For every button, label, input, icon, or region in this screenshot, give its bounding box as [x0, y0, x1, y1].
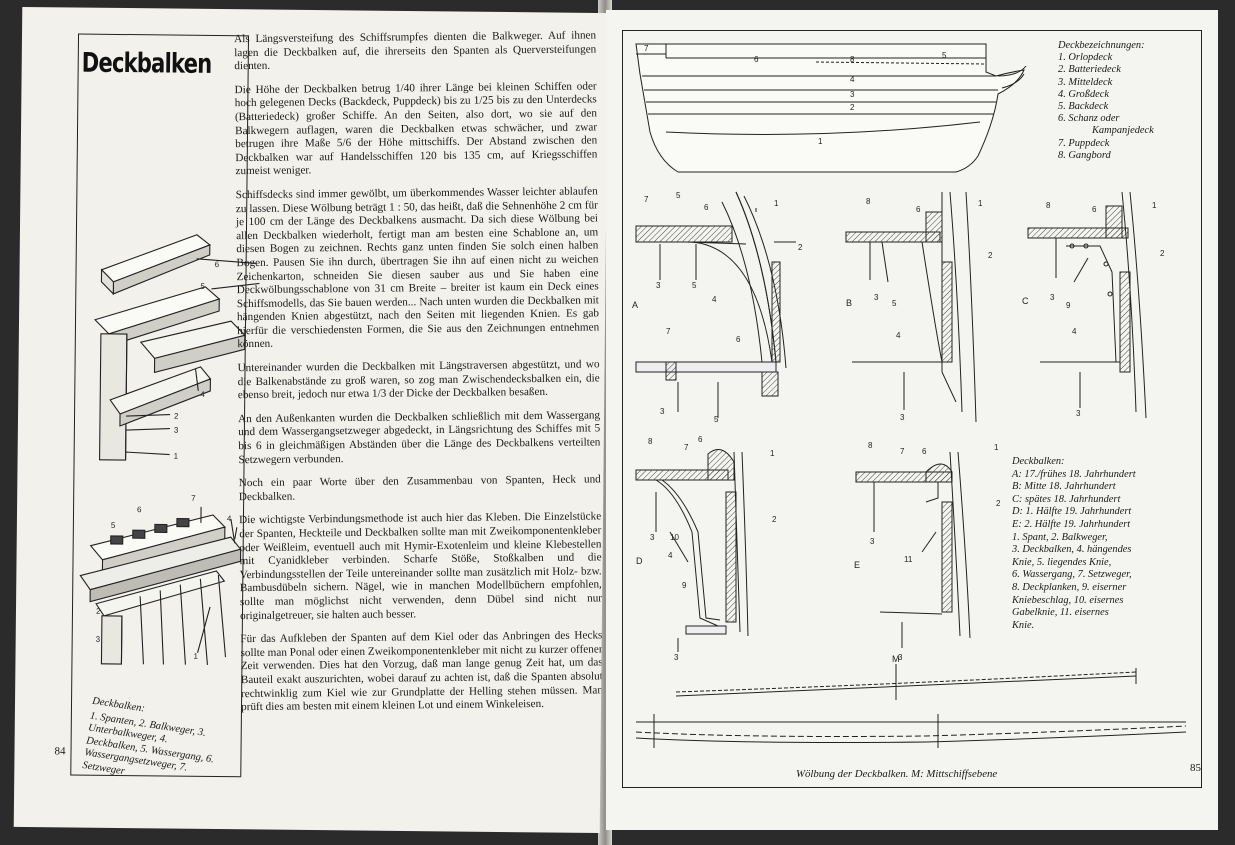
fig2-label: 4 — [226, 514, 232, 524]
fig-d-label: 4 — [668, 551, 673, 560]
beam-legend-item: E: 2. Hälfte 19. Jahrhundert — [1012, 518, 1131, 530]
fig-e-label: 6 — [922, 447, 927, 456]
fig-d-label: 3 — [674, 653, 679, 662]
fig-a-label: 7 — [644, 195, 649, 204]
fig-e-label: 2 — [996, 499, 1001, 508]
arc-marker: M — [892, 654, 900, 664]
deck-legend — [1058, 40, 1198, 162]
fig-a-label: 1 — [774, 199, 779, 208]
hull-label: 1 — [818, 137, 823, 146]
fig-d-label: 1 — [770, 449, 775, 458]
beam-legend-item: B: Mitte 18. Jahrhundert — [1012, 481, 1116, 493]
paragraph: Schiffsdecks sind immer gewölbt, um überkommendes Wasser leichter ablaufen zu lassen. Diese Wölbung beträgt 1 : 50, das heißt, daß die Sehnenhöhe 2 cm für je 100 cm der Länge des Deckbalkens ausmacht. Da sich diese Wölbung bei allen Deckbalken wiederholt, fertigt man am besten eine Schablone an, um diesen Bogen zu zeichnen. Rechts ganz unten finden Sie solch einen halben Bogen. Pausen Sie ihn durch, übertragen Sie ihn auf einen nicht zu weichen Zeichenkarton, schneiden Sie diesen sauber aus und Sie haben eine Deckwölbungsschablone von 31 cm Breite – breiter ist kaum ein Deck eines Schiffsmodells, das Sie bauen werden... Nach unten wurden die Deckbalken mit hängenden Knien abgestützt, nach den Seiten mit liegenden Knien. Es gab hierfür die verschiedensten Formen, die Sie aus den Zeichnungen entnehmen können. — [235, 185, 600, 351]
fig1-label: 6 — [214, 259, 220, 270]
deck-legend-item: 6. Schanz oder — [1058, 113, 1120, 125]
hull-label: 4 — [850, 75, 855, 84]
paragraph: Noch ein paar Worte über den Zusammenbau von Spanten, Heck und Deckbalken. — [238, 473, 601, 503]
right-page — [606, 10, 1218, 830]
paragraph: Als Längsversteifung des Schiffsrumpfes dienten die Balkweger. Auf ihnen lagen die Deckbalken auf, die ihrerseits den Spanten als Querversteifungen dienten. — [234, 29, 597, 73]
hull-label: 3 — [850, 90, 855, 99]
beam-legend-item: D: 1. Hälfte 19. Jahrhundert — [1012, 506, 1132, 518]
left-page — [14, 7, 609, 833]
fig2-label: 3 — [95, 634, 101, 644]
page-number: 84 — [54, 745, 66, 758]
deck-legend-item: 7. Puppdeck — [1058, 137, 1110, 149]
beam-legend-item: 8. Deckplanken, 9. eiserner — [1012, 581, 1127, 593]
fig-e-label: 1 — [994, 443, 999, 452]
fig2-label: 5 — [110, 520, 116, 530]
section-letter: A — [632, 300, 639, 310]
fig-a-label: 4 — [712, 295, 717, 304]
beam-legend-item: C: spätes 18. Jahrhundert — [1012, 493, 1121, 505]
fig-b-label: 6 — [916, 205, 921, 214]
beam-legend-item: 1. Spant, 2. Balkweger, — [1012, 531, 1108, 543]
caption-text: 1. Spanten, 2. Balkweger, 3. Unterbalkweger, 4. Deckbalken, 5. Wassergang, 6. Wassergangsetzweger, 7. Setzweger — [81, 710, 215, 777]
fig-e-label: 11 — [904, 555, 913, 564]
paragraph: Untereinander wurden die Deckbalken mit Längstraversen abgestützt, und wo die Balkenabstände zu groß waren, so zog man Zwischendecksbalken ein, die ebenso breit, jedoch nur etwa 1/3 der Dicke der Deckbalken besaßen. — [237, 358, 600, 402]
fig-a-label: 3 — [660, 407, 665, 416]
fig-c-label: 3 — [1050, 293, 1055, 302]
fig-b-label: 4 — [896, 331, 901, 340]
beam-legend-item: Knie. — [1012, 619, 1035, 631]
caption-title: Deckbalken: — [91, 695, 146, 715]
fig-d-label: 3 — [650, 533, 655, 542]
fig-d-label: 6 — [698, 435, 703, 444]
paragraph: Für das Aufkleben der Spanten auf dem Kiel oder das Anbringen des Hecks sollte man Ponal oder einen Zweikomponentenkleber mit nicht zu kurzer offener Zeit verwenden. Dies hat den Vorzug, daß man lange genug Zeit hat, um das Bauteil exakt auszurichten, wobei darauf zu achten ist, daß die Spanten absolut rechtwinklig zum Kiel wie zur Grundplatte der Helling stehen müssen. Man prüft dies am besten mit einem kleinen Lot und einem Winkeleisen. — [240, 629, 604, 714]
right-figure-caption: Wölbung der Deckbalken. M: Mittschiffsebene — [796, 768, 998, 780]
fig-d-label: 9 — [682, 581, 687, 590]
body-text — [234, 29, 603, 724]
fig1-label: 5 — [200, 281, 205, 291]
deck-legend-item: 2. Batteriedeck — [1058, 64, 1121, 76]
fig-e-label: 3 — [898, 653, 903, 662]
deck-legend-title: Deckbezeichnungen: — [1058, 40, 1145, 51]
fig-a-label: 6 — [736, 335, 741, 344]
fig-d-label: 8 — [648, 437, 653, 446]
paragraph: Die Höhe der Deckbalken betrug 1/40 ihrer Länge bei kleinen Schiffen oder hoch gelegenen Decks (Backdeck, Puppdeck) bis zu 1/25 bis zu den Unterdecks (Batteriedeck) großer Schiffe. An den Seiten, also dort, wo sie auf den Balkwegern auflagen, waren die Deckbalken etwas schwächer, und zwar betrugen ihre Maße 5/6 der Höhe mittschiffs. Der Abstand zwischen den Deckbalken war auf Handelsschiffen 120 bis 135 cm, auf Kriegsschiffen zumeist weniger. — [234, 80, 598, 178]
fig-c-label: 9 — [1066, 301, 1071, 310]
fig-a-label: 2 — [798, 243, 803, 252]
hull-label: 5 — [942, 51, 947, 60]
beam-legend-item: 6. Wassergang, 7. Setzweger, — [1012, 569, 1132, 581]
fig1-label: 4 — [200, 389, 205, 399]
deck-legend-item: 4. Großdeck — [1058, 88, 1109, 100]
beam-legend-item: Kniebeschlag, 10. eisernes — [1012, 594, 1124, 606]
fig-b-label: 3 — [900, 413, 905, 422]
section-letter: E — [854, 560, 861, 570]
section-letter: D — [636, 556, 643, 566]
fig-e-label: 8 — [868, 441, 873, 450]
fig-c-label: 2 — [1160, 249, 1165, 258]
deck-legend-item: Kampanjedeck — [1092, 125, 1154, 137]
fig-c-label: 4 — [1072, 327, 1077, 336]
fig-b-label: 1 — [978, 199, 983, 208]
fig-c-label: 1 — [1152, 201, 1157, 210]
fig1-label: 1 — [173, 451, 179, 461]
beam-joint-figure-2 — [39, 485, 261, 667]
deck-legend-item: 3. Mitteldeck — [1058, 76, 1113, 88]
page-title: Deckbalken — [81, 47, 212, 80]
hull-label: 2 — [850, 103, 855, 112]
fig-d-label: 10 — [670, 533, 679, 542]
section-letter: C — [1022, 296, 1029, 306]
hull-label: 8 — [850, 55, 855, 64]
fig-a-label: 5 — [692, 281, 697, 290]
fig-e-label: 3 — [870, 537, 875, 546]
beam-legend-item: A: 17./frühes 18. Jahrhundert — [1012, 468, 1136, 480]
fig-a-label: 6 — [704, 203, 709, 212]
hull-label: 7 — [644, 44, 649, 53]
fig-c-label: 6 — [1092, 205, 1097, 214]
fig-d-label: 2 — [772, 515, 777, 524]
beam-legend-title: Deckbalken: — [1012, 456, 1065, 467]
deck-legend-item: 8. Gangbord — [1058, 149, 1111, 161]
fig-b-label: 2 — [988, 251, 993, 260]
fig1-label: 2 — [173, 411, 179, 421]
fig-a-label: 7 — [666, 327, 671, 336]
fig-a-label: 5 — [676, 191, 681, 200]
fig-b-label: 3 — [874, 293, 879, 302]
fig-e-label: 7 — [900, 447, 905, 456]
fig-a-label: 3 — [656, 281, 661, 290]
fig-c-label: 3 — [1076, 409, 1081, 418]
fig-b-label: 5 — [892, 299, 897, 308]
fig-c-label: 8 — [1046, 201, 1051, 210]
beam-legend — [1012, 456, 1192, 632]
beam-legend-item: 3. Deckbalken, 4. hängendes — [1012, 544, 1132, 556]
fig1-label: 3 — [173, 425, 179, 435]
deck-legend-item: 5. Backdeck — [1058, 101, 1109, 113]
beam-legend-item: Gabelknie, 11. eisernes — [1012, 607, 1109, 619]
paragraph: An den Außenkanten wurden die Deckbalken schließlich mit dem Wassergang und dem Wassergangsetzweger abgedeckt, in Längsrichtung des Schiffes mit 5 bis 6 in gleichmäßigen Abständen über die Länge des Deckbalkens verteilten Setzwegern verbunden. — [238, 409, 601, 466]
fig2-label: 2 — [95, 606, 101, 616]
section-letter: B — [846, 298, 853, 308]
fig-a-label: 5 — [714, 415, 719, 424]
fig-d-label: 7 — [684, 443, 689, 452]
fig2-label: 1 — [193, 651, 199, 661]
fig2-label: 6 — [137, 505, 142, 515]
fig2-label: 7 — [191, 493, 196, 503]
fig-b-label: 8 — [866, 197, 871, 206]
deck-legend-item: 1. Orlopdeck — [1058, 52, 1113, 64]
hull-label: 6 — [754, 55, 759, 64]
page-number: 85 — [1190, 762, 1201, 774]
beam-legend-item: Knie, 5. liegendes Knie, — [1012, 556, 1112, 568]
paragraph: Die wichtigste Verbindungsmethode ist auch hier das Kleben. Die Einzelstücke der Spanten, Heckteile und Deckbalken sollte man mit Zweikomponentenkleber oder Weißleim, eventuell auch mit Hymir-Exotenleim und kleine Klebestellen mit Cyanidkleber verbinden. Scharfe Stöße, Stoßkalben und die Verbindungsstellen der Teile untereinander sollte man zusätzlich mit Holz- bzw. Bambusdübeln sichern. Nägel, wie in manchen Modellbüchern empfohlen, sollte man möglichst nicht verwenden, denn Dübel sind nicht nur originalgetreuer, sie halten auch besser. — [239, 510, 603, 622]
